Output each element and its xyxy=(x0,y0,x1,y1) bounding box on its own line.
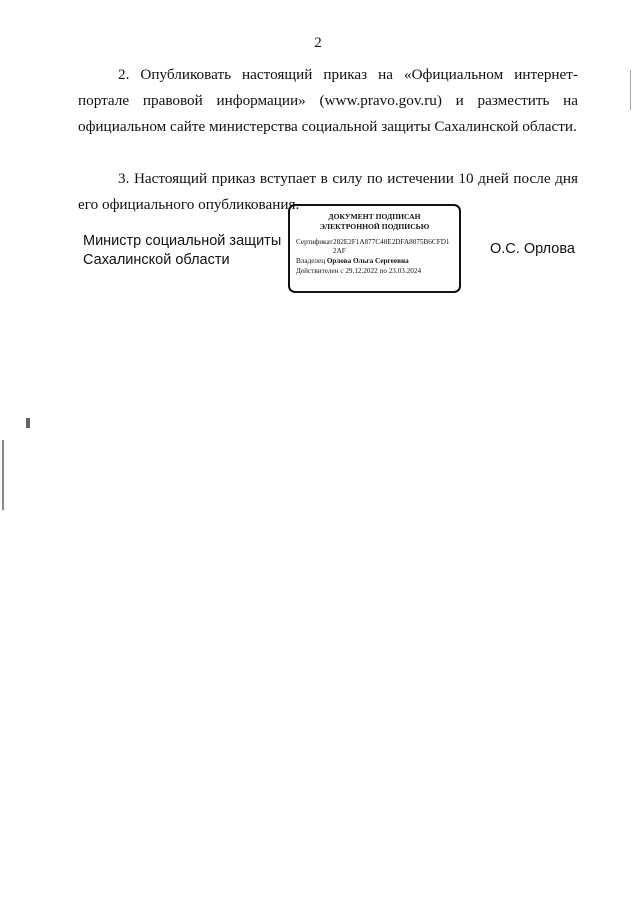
scan-mark-left-small xyxy=(26,418,30,428)
scan-mark-right xyxy=(630,70,631,110)
stamp-validity: Действителен с 29.12.2022 по 23.03.2024 xyxy=(296,267,422,275)
stamp-certificate xyxy=(296,238,453,256)
stamp-certificate-value: 282E2F1A877C48E2DFA8075B6CFD12AF xyxy=(333,238,450,255)
stamp-owner-label: Владелец xyxy=(296,257,326,265)
page-number: 2 xyxy=(314,35,322,51)
stamp-header xyxy=(296,212,453,231)
stamp-header-line2: ЭЛЕКТРОННОЙ ПОДПИСЬЮ xyxy=(319,221,430,231)
stamp-header-line1: ДОКУМЕНТ ПОДПИСАН xyxy=(328,212,421,221)
stamp-certificate-label: Сертификат xyxy=(296,238,333,246)
stamp-owner-value: Орлова Ольга Сергеевна xyxy=(326,257,409,265)
electronic-signature-stamp xyxy=(288,204,461,293)
paragraph-effective-date: 3. Настоящий приказ вступает в силу по истечении 10 дней после дня его официального опубликования. xyxy=(78,170,578,213)
paragraph-publication: 2. Опубликовать настоящий приказ на «Официальном интернет-портале правовой информации» (www.pravo.gov.ru) и разместить на официальном сайте министерства социальной защиты Сахалинской области. xyxy=(78,66,578,135)
scan-mark-left xyxy=(2,440,4,510)
signer-title xyxy=(83,232,281,270)
signer-name: О.С. Орлова xyxy=(490,241,575,257)
signer-title-line2: Сахалинской области xyxy=(83,252,230,268)
signer-title-line1: Министр социальной защиты xyxy=(83,233,282,249)
stamp-owner xyxy=(296,257,453,266)
